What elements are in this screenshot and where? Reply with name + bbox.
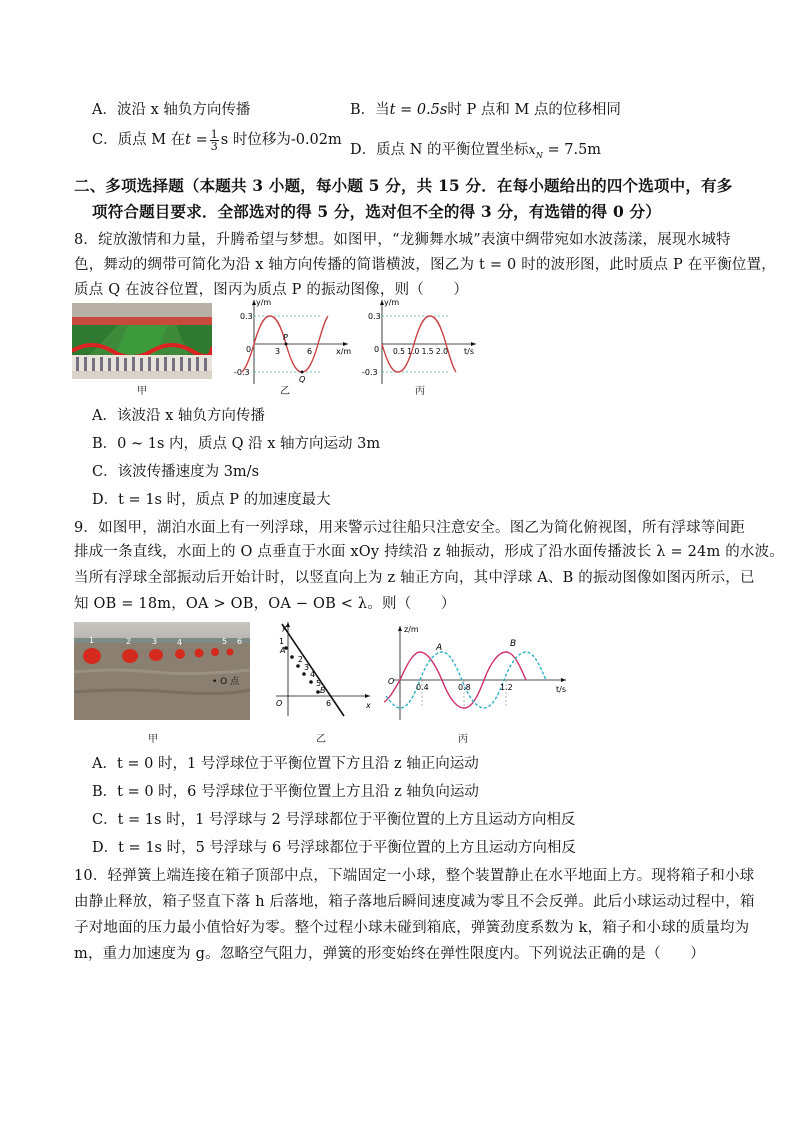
q9-option-c: C．t = 1s 时，1 号浮球与 2 号浮球都位于平衡位置的上方且运动方向相反 xyxy=(92,812,576,828)
q8-fig-yi-label: 乙 xyxy=(280,386,290,397)
yi-origin: 0 xyxy=(246,345,252,354)
ab-vibration-svg xyxy=(380,622,580,722)
q9-fig-jia-label: 甲 xyxy=(148,734,158,745)
q8-stem-line3: 质点 Q 在波谷位置，图丙为质点 P 的振动图像，则（ ） xyxy=(74,282,469,298)
section2-heading-line1: 二、多项选择题（本题共 3 小题，每小题 5 分，共 15 分．在每小题给出的四个选项中，有多 xyxy=(74,176,733,195)
q9-fig-bing-label: 丙 xyxy=(458,734,468,745)
q10-stem-line3: 子对地面的压力最小值恰好为零。整个过程小球未碰到箱底，弹簧劲度系数为 k，箱子和小球的质量均为 xyxy=(74,920,750,936)
q8-stem-line2: 色，舞动的绸带可简化为沿 x 轴方向传播的简谐横波，图乙为 t = 0 时的波形图，此时质点 P 在平衡位置， xyxy=(74,257,777,273)
fraction-denominator: 3 xyxy=(210,139,218,153)
q8-stem-line1: 8．绽放激情和力量，升腾希望与梦想。如图甲，“龙狮舞水城”表演中绸带宛如水波荡漾，展现水城特 xyxy=(74,232,731,248)
bing2-t3: 1.2 xyxy=(500,683,513,692)
q9-photo-jia xyxy=(74,622,250,720)
bing-ylabel: y/m xyxy=(384,298,400,307)
yi-bottom: -0.3 xyxy=(234,368,250,377)
q8-option-d: D．t = 1s 时，质点 P 的加速度最大 xyxy=(92,492,331,508)
buoy-num-1: 1 xyxy=(89,636,95,645)
q10-stem-line2: 由静止释放，箱子竖直下落 h 后落地，箱子落地后瞬间速度减为零且不会反弹。此后小球运动过程中，箱 xyxy=(74,894,755,910)
q9-option-d: D．t = 1s 时，5 号浮球与 6 号浮球都位于平衡位置的上方且运动方向相反 xyxy=(92,840,576,856)
bing-top: 0.3 xyxy=(368,312,381,321)
q7-option-b-math: t = 0.5s xyxy=(389,102,448,118)
yi2-num-1: 1 xyxy=(279,637,285,646)
bing-xlabel: t/s xyxy=(464,347,474,356)
q7-option-c xyxy=(92,128,342,152)
q9-fig-yi-label: 乙 xyxy=(316,734,326,745)
q9-fig-bing xyxy=(380,622,580,726)
q8-fig-jia-label: 甲 xyxy=(137,386,147,397)
q7-option-c-post: s 时位移为-0.02m xyxy=(220,132,342,148)
q9-stem-line1: 9．如图甲，湖泊水面上有一列浮球，用来警示过往船只注意安全。图乙为简化俯视图，所有浮球等间距 xyxy=(74,520,745,536)
q8-fig-bing xyxy=(360,296,480,390)
q8-option-a: A．该波沿 x 轴负方向传播 xyxy=(92,408,265,424)
yi-ylabel: y/m xyxy=(256,298,272,307)
yi-p-label: P xyxy=(283,333,288,342)
bing-bottom: -0.3 xyxy=(362,368,378,377)
q8-fig-bing-label: 丙 xyxy=(415,386,425,397)
yi-xlabel: x/m xyxy=(336,347,352,356)
q10-stem-line1: 10．轻弹簧上端连接在箱子顶部中点，下端固定一小球，整个装置静止在水平地面上方。现将箱子和小球 xyxy=(74,868,755,884)
q7-option-c-fraction xyxy=(210,129,219,152)
buoy-num-3: 3 xyxy=(152,637,158,646)
q9-option-a: A．t = 0 时，1 号浮球位于平衡位置下方且沿 z 轴正向运动 xyxy=(92,756,479,772)
q7-option-d xyxy=(350,138,601,160)
q10-stem-line4: m，重力加速度为 g。忽略空气阻力，弹簧的形变始终在弹性限度内。下列说法正确的是（ ） xyxy=(74,946,705,962)
bing2-t1: 0.4 xyxy=(416,683,429,692)
buoy-num-2: 2 xyxy=(126,637,132,646)
q7-option-c-t: t = xyxy=(185,132,208,148)
q9-stem-line4: 知 OB = 18m，OA > OB，OA − OB < λ。则（ ） xyxy=(74,596,456,612)
bing2-t2: 0.8 xyxy=(458,683,471,692)
bing2-t-label: t/s xyxy=(556,685,566,694)
dragon-dance-photo xyxy=(72,303,212,379)
q7-option-d-pre: D．质点 N 的平衡位置坐标 xyxy=(350,142,529,158)
yi2-x-label: x xyxy=(366,701,371,710)
yi2-o-label: O xyxy=(276,699,283,708)
q7-option-b-pre: B．当 xyxy=(350,102,390,118)
o-point-label: • O 点 xyxy=(212,677,240,687)
bing2-o-label: O xyxy=(388,677,395,686)
yi2-num-5: 5 xyxy=(316,679,322,688)
q8-option-b: B．0 ~ 1s 内，质点 Q 沿 x 轴方向运动 3m xyxy=(92,436,381,452)
q9-fig-yi xyxy=(256,620,376,724)
q7-option-a: A．波沿 x 轴负方向传播 xyxy=(92,102,251,118)
bing-origin: 0 xyxy=(374,345,380,354)
q8-fig-yi xyxy=(232,296,352,390)
q7-option-b-post: 时 P 点和 M 点的位移相同 xyxy=(447,102,621,118)
yi-x3: 3 xyxy=(275,347,281,356)
yi2-num-6: 6 xyxy=(326,699,332,708)
q9-option-b: B．t = 0 时，6 号浮球位于平衡位置上方且沿 z 轴负向运动 xyxy=(92,784,479,800)
fraction-numerator: 1 xyxy=(210,127,218,141)
buoy-num-5: 5 xyxy=(222,637,228,646)
bing-ticks: 0.5 1.0 1.5 2.0 xyxy=(393,347,448,356)
yi2-a-label: A xyxy=(280,646,286,655)
buoy-num-4: 4 xyxy=(177,638,183,647)
bing2-z-label: z/m xyxy=(404,625,419,634)
q7-option-c-pre: C．质点 M 在 xyxy=(92,132,186,148)
q7-option-b xyxy=(350,98,621,119)
yi-top: 0.3 xyxy=(240,312,253,321)
q7-option-d-post: = 7.5m xyxy=(542,142,602,158)
yi2-b-label: B xyxy=(320,686,326,695)
bing2-b-label: B xyxy=(510,639,517,649)
buoy-lake-photo xyxy=(74,622,250,720)
yi2-y-label: y xyxy=(282,623,287,632)
yi2-num-4: 4 xyxy=(310,670,316,679)
yi2-num-3: 3 xyxy=(304,663,310,672)
buoy-num-6: 6 xyxy=(237,637,243,646)
q7-option-d-x: x xyxy=(528,143,536,158)
yi2-num-2: 2 xyxy=(298,655,304,664)
yi-q-label: Q xyxy=(299,375,306,384)
vibration-graph-svg xyxy=(360,296,480,386)
q8-photo-jia xyxy=(72,303,212,379)
q9-stem-line3: 当所有浮球全部振动后开始计时，以竖直向上为 z 轴正方向，其中浮球 A、B 的振动图像如图丙所示，已 xyxy=(74,570,755,586)
q7-option-d-sub: N xyxy=(535,150,543,160)
buoy-top-view-svg xyxy=(256,620,376,720)
section2-heading-line2: 项符合题目要求．全部选对的得 5 分，选对但不全的得 3 分，有选错的得 0 分） xyxy=(92,202,661,221)
wave-graph-svg xyxy=(232,296,352,386)
yi-x6: 6 xyxy=(307,347,313,356)
q9-stem-line2: 排成一条直线，水面上的 O 点垂直于水面 xOy 持续沿 z 轴振动，形成了沿水面传播波长 λ = 24m 的水波。 xyxy=(74,544,785,560)
q8-option-c: C．该波传播速度为 3m/s xyxy=(92,464,260,480)
bing2-a-label: A xyxy=(436,643,443,653)
